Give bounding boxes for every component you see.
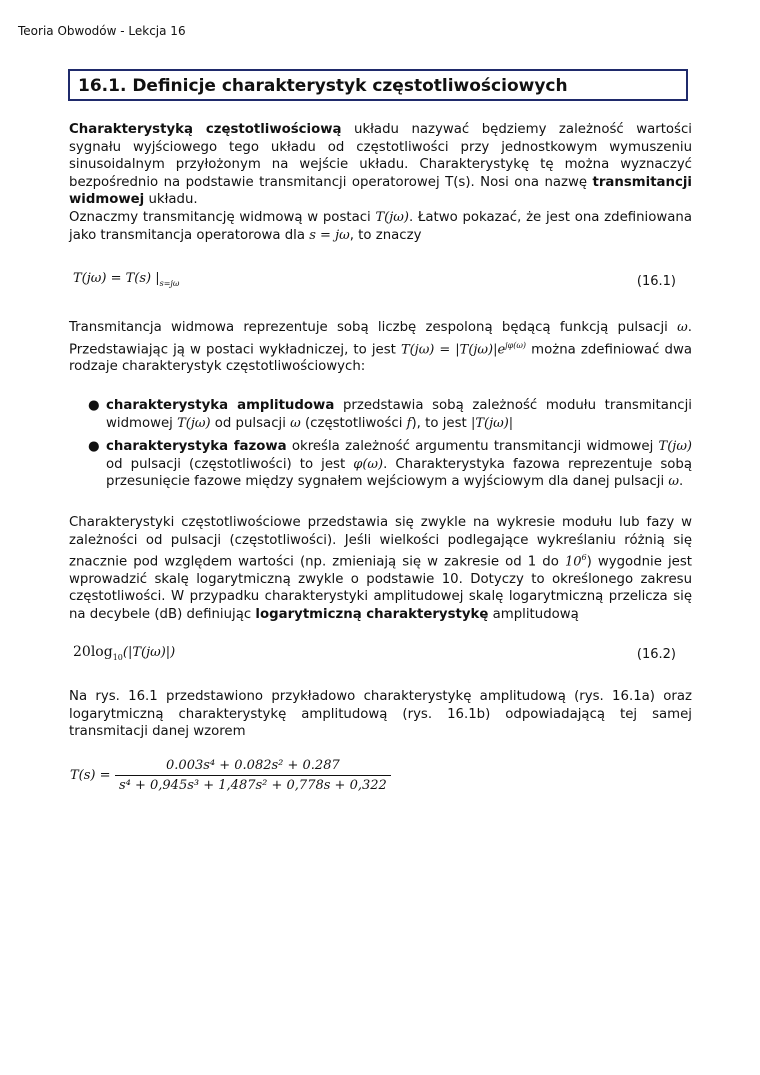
paragraph-notation [69,209,692,244]
p3-text1: Transmitancja widmowa reprezentuje sobą liczbę zespoloną będącą funkcją pulsacji [69,320,678,335]
eq3-fraction [115,758,391,793]
b1-sym2: ω [290,415,301,431]
eq3-denominator: s⁴ + 0,945s³ + 1,487s² + 0,778s + 0,322 [118,778,387,793]
symbol-ten-power: 10 [564,554,582,570]
bullet-icon: ● [88,439,100,454]
term-frequency-characteristic: Charakterystyką częstotliwościową [69,122,342,137]
paragraph-figure-ref: Na rys. 16.1 przedstawiono przykładowo charakterystykę amplitudową (rys. 16.1a) oraz logarytmiczną charakterystykę amplitudową (rys. 16.1b) odpowiadającą tej samej transmitacji danej wzorem [69,689,692,739]
symbol-exponent-6: 6 [581,553,587,562]
eq2-argument: (|T(jω)|) [122,645,176,660]
symbol-omega: ω [677,320,688,335]
eq1-subscript: s=jω [159,278,180,288]
list-item-amplitude [88,397,692,433]
b2-text2: od pulsacji (częstotliwości) to jest [106,456,354,472]
paragraph-log-scale [69,514,692,623]
b2-text4: . [679,474,684,489]
eq2-base: 10 [112,652,123,662]
eq1-expression: T(jω) = T(s) | [73,271,160,286]
equation-number-16-2: (16.2) [636,647,676,662]
equation-transfer-function [70,758,391,793]
list-item-phase [88,438,692,494]
equation-16-2 [73,644,175,662]
symbol-exponent: jφ(ω) [505,340,527,350]
bullet-icon: ● [88,398,100,413]
b1-sym1: T(jω) [177,415,211,431]
paragraph-complex-number [69,319,692,376]
b1-sym4: |T(jω)| [470,415,514,431]
b2-sym3: ω [668,474,680,489]
running-header: Teoria Obwodów - Lekcja 16 [18,24,186,38]
section-title: 16.1. Definicje charakterystyk częstotliwościowych [78,76,568,96]
b1-text3: (częstotliwości [300,415,407,431]
b2-sym2: φ(ω) [353,456,384,472]
p4-text3: amplitudową [488,606,579,622]
p4-text1: Charakterystyki częstotliwościowe przedstawia się zwykle na wykresie modułu lub fazy w zależności od pulsacji (częstotliwości). Jeśli wielkości podlegające wykreślaniu różnią się znacznie pod względem wartości (np. zmieniają się w zakresie od 1 do [69,515,692,570]
b1-text1: przedstawia sobą zależność modułu transmitancji widmowej [106,398,692,431]
term-log-characteristic: logarytmiczną charakterystykę [255,606,489,622]
b2-text3: . Charakterystyka fazowa reprezentuje sobą przesunięcie fazowe między sygnałem wejściowym a wyjściowym dla danej pulsacji [106,456,692,489]
term-phase-characteristic: charakterystyka fazowa [106,439,287,454]
p1-text2: układu. [144,192,198,207]
b1-text2: od pulsacji [210,415,291,431]
b2-sym1: T(jω) [658,439,692,454]
symbol-t-jw: T(jω) [375,210,409,225]
equation-16-1 [73,270,179,288]
p2-text1: Oznaczmy transmitancję widmową w postaci [69,210,376,225]
eq3-lhs: T(s) = [70,768,111,783]
p3-text3: można zdefiniować dwa rodzaje charakterystyk częstotliwościowych: [69,341,692,375]
eq3-numerator: 0.003s⁴ + 0.082s² + 0.287 [115,758,391,776]
symbol-exponential-form: T(jω) = |T(jω)|e [400,341,506,357]
b2-text1: określa zależność argumentu transmitancji widmowej [286,439,659,454]
p2-text2: . Łatwo pokazać, że jest ona zdefiniowana jako transmitancja operatorowa dla [69,210,692,243]
eq2-log: 20log [73,644,113,660]
section-title-box [68,69,688,101]
p2-text3: , to znaczy [349,227,422,243]
b1-sym3: f [406,415,412,431]
symbol-s-eq-jw: s = jω [309,227,350,243]
equation-number-16-1: (16.1) [636,274,676,289]
p1-text1: układu nazywać będziemy zależność wartości sygnału wyjściowego tego układu od częstotliwości przy jednostkowym wymuszeniu sinusoidalnym przyłożonym na wejście układu. Charakterystykę tę można wyznaczyć bezpośrednio na podstawie transmitancji operatorowej T(s). Nosi ona nazwę [69,122,692,190]
b1-text4: ), to jest [411,415,471,431]
term-spectral-transmittance: transmitancji widmowej [69,174,692,207]
paragraph-definition [69,121,692,209]
p4-text2: ) wygodnie jest wprowadzić skalę logarytmiczną zwykle o podstawie 10. Dotyczy to określonego zakresu częstotliwości. W przypadku charakterystyki amplitudowej skalę logarytmiczną przelicza się na decybele (dB) definiując [69,554,692,622]
term-amplitude-characteristic: charakterystyka amplitudowa [106,398,335,413]
p3-text2: . Przedstawiając ją w postaci wykładniczej, to jest [69,320,692,357]
